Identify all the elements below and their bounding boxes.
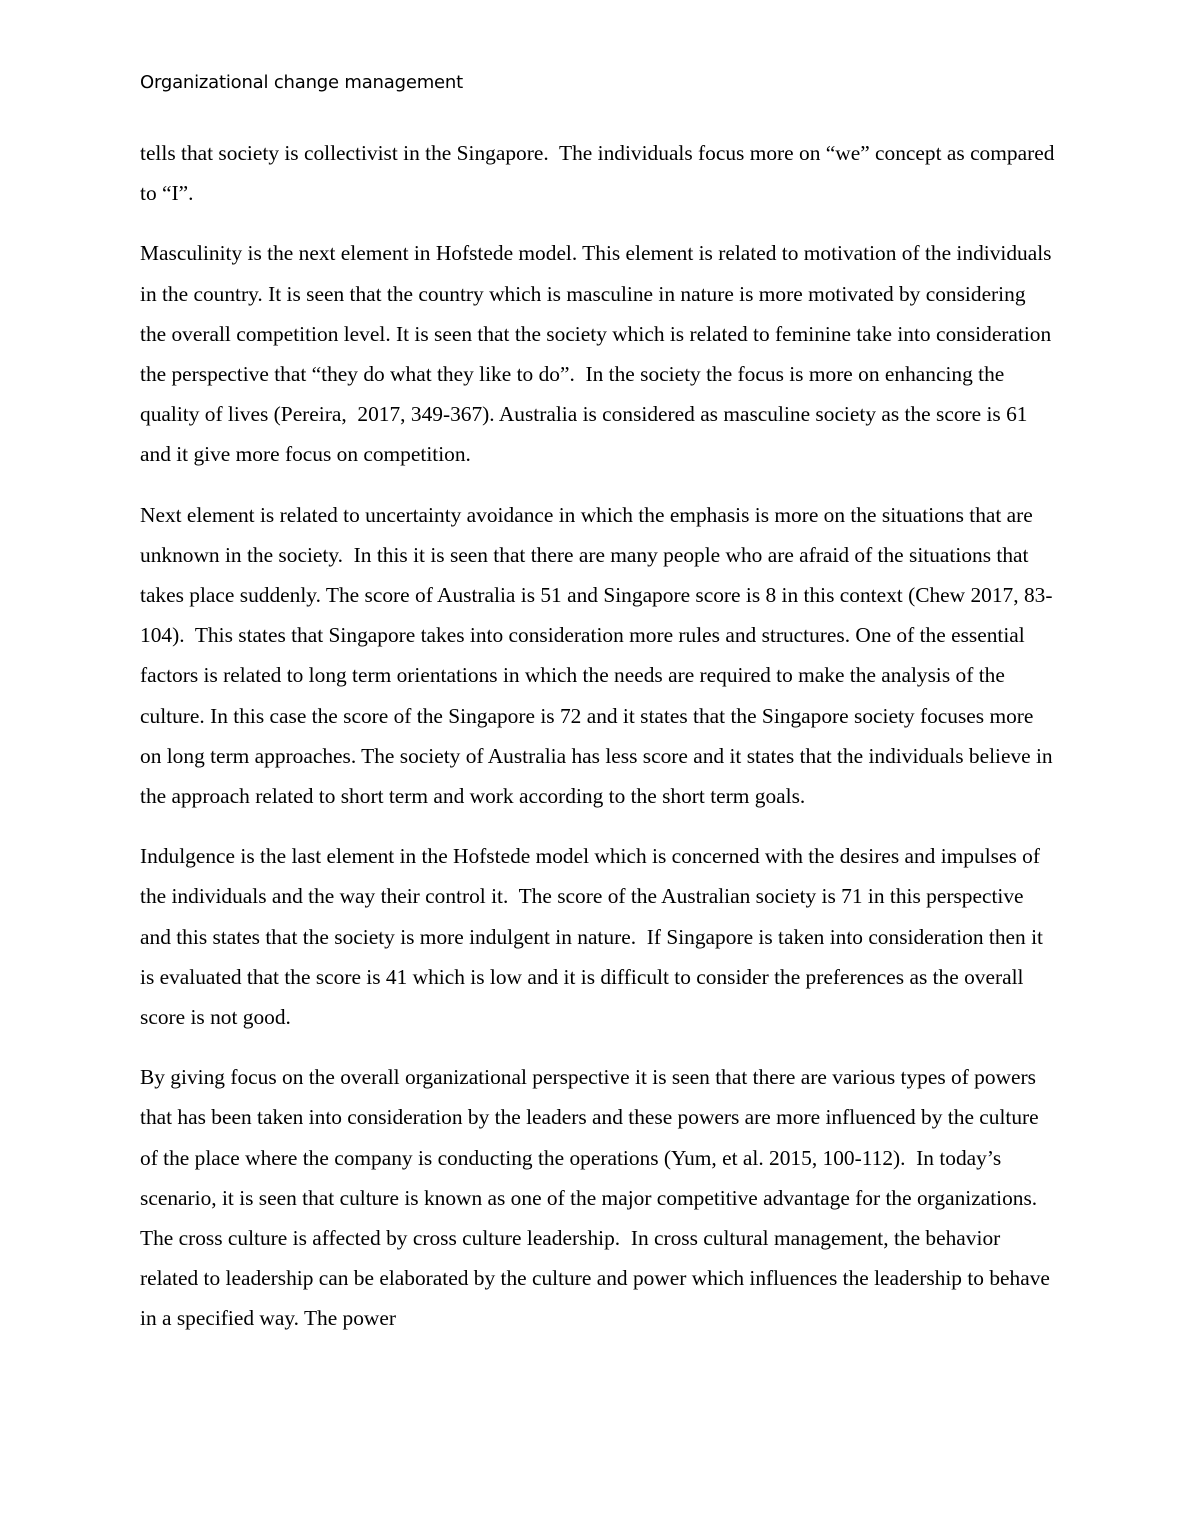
running-header: Organizational change management — [140, 72, 463, 93]
paragraph-masculinity: Masculinity is the next element in Hofstede model. This element is related to motivation of the individuals in the country. It is seen that the country which is masculine in nature is more motivated by considering the overall competition level. It is seen that the society which is related to feminine take into consideration the perspective that “they do what they like to do”. In the society the focus is more on enhancing the quality of lives (Pereira, 2017, 349-367). Australia is considered as masculine society as the score is 61 and it give more focus on competition. — [140, 241, 1057, 467]
paragraph-indulgence: Indulgence is the last element in the Hofstede model which is concerned with the desires and impulses of the individuals and the way their control it. The score of the Australian society is 71 in this perspective and this states that the society is more indulgent in nature. If Singapore is taken into consideration then it is evaluated that the score is 41 which is low and it is difficult to consider the preferences as the overall score is not good. — [140, 844, 1049, 1030]
body-text — [140, 133, 1060, 1359]
paragraph-collectivism: tells that society is collectivist in the Singapore. The individuals focus more on “we” concept as compared to “I”. — [140, 141, 1060, 206]
paragraph-organizational-perspective: By giving focus on the overall organizational perspective it is seen that there are various types of powers that has been taken into consideration by the leaders and these powers are more influenced by the culture of the place where the company is conducting the operations (Yum, et al. 2015, 100-112). In today’s scenario, it is seen that culture is known as one of the major competitive advantage for the organizations. The cross culture is affected by cross culture leadership. In cross cultural management, the behavior related to leadership can be elaborated by the culture and power which influences the leadership to behave in a specified way. The power — [140, 1065, 1056, 1331]
paragraph-uncertainty-avoidance: Next element is related to uncertainty avoidance in which the emphasis is more on the situations that are unknown in the society. In this it is seen that there are many people who are afraid of the situations that takes place suddenly. The score of Australia is 51 and Singapore score is 8 in this context (Chew 2017, 83-104). This states that Singapore takes into consideration more rules and structures. One of the essential factors is related to long term orientations in which the needs are required to make the analysis of the culture. In this case the score of the Singapore is 72 and it states that the Singapore society focuses more on long term approaches. The society of Australia has less score and it states that the individuals believe in the approach related to short term and work according to the short term goals. — [140, 502, 1058, 809]
